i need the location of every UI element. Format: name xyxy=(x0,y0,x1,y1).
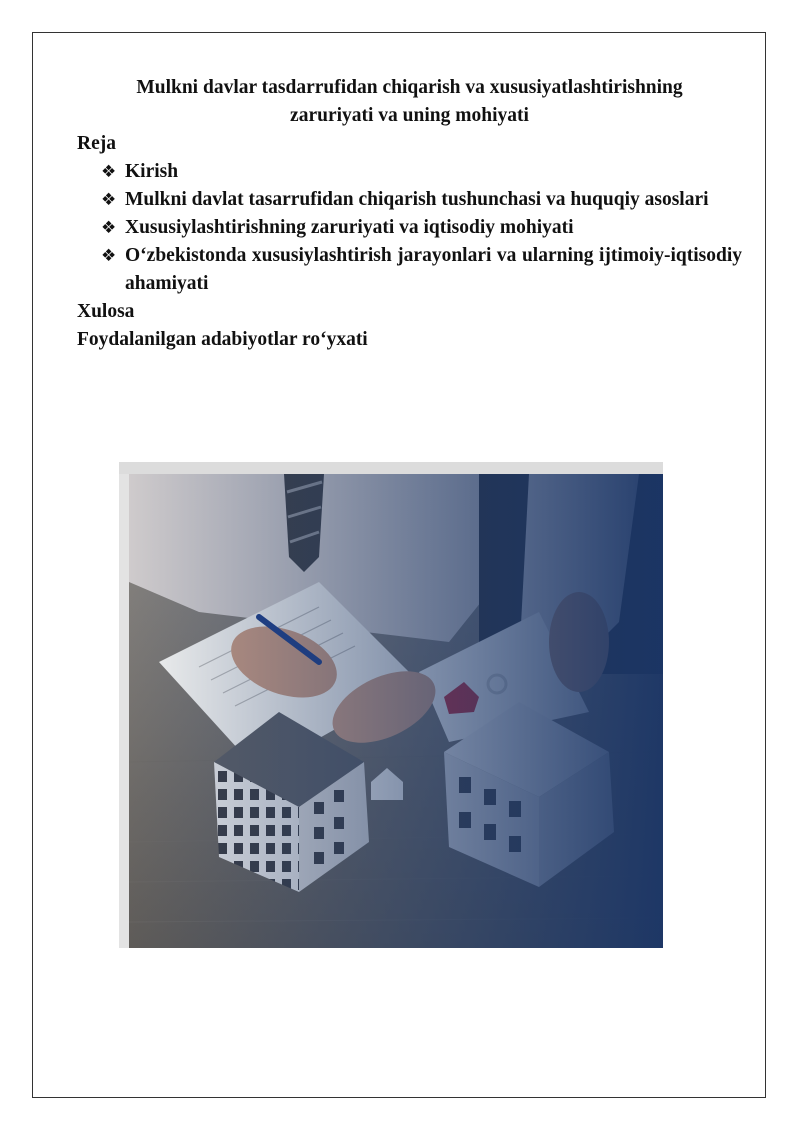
plan-heading: Reja xyxy=(77,133,116,154)
document-title xyxy=(77,74,742,130)
plan-item-label: O‘zbekistonda xususiylashtirish jarayonlari va ularning ijtimoiy-iqtisodiy ahamiyati xyxy=(125,245,742,294)
document-body xyxy=(77,74,742,354)
plan-item-label: Kirish xyxy=(125,161,179,182)
diamond-bullet-icon: ❖ xyxy=(101,218,117,238)
plan-item-label: Xususiylashtirishning zaruriyati va iqtisodiy mohiyati xyxy=(125,217,574,238)
plan-item xyxy=(101,158,742,186)
conclusion-heading: Xulosa xyxy=(77,301,135,322)
references-heading: Foydalanilgan adabiyotlar ro‘yxati xyxy=(77,329,368,350)
plan-list xyxy=(77,158,742,298)
diamond-bullet-icon: ❖ xyxy=(101,190,117,210)
photo-top-strip xyxy=(119,462,663,474)
plan-item xyxy=(101,186,742,214)
house-models-contract-photo xyxy=(119,462,663,948)
diamond-bullet-icon: ❖ xyxy=(101,162,117,182)
plan-item xyxy=(101,214,742,242)
diamond-bullet-icon: ❖ xyxy=(101,246,117,266)
plan-item-label: Mulkni davlat tasarrufidan chiqarish tushunchasi va huquqiy asoslari xyxy=(125,189,709,210)
plan-item xyxy=(101,242,742,298)
title-line-2: zaruriyati va uning mohiyati xyxy=(290,105,529,126)
photo-illustration xyxy=(119,462,663,948)
title-line-1: Mulkni davlar tasdarrufidan chiqarish va xususiyatlashtirishning xyxy=(136,77,683,98)
navy-overlay xyxy=(129,474,663,948)
